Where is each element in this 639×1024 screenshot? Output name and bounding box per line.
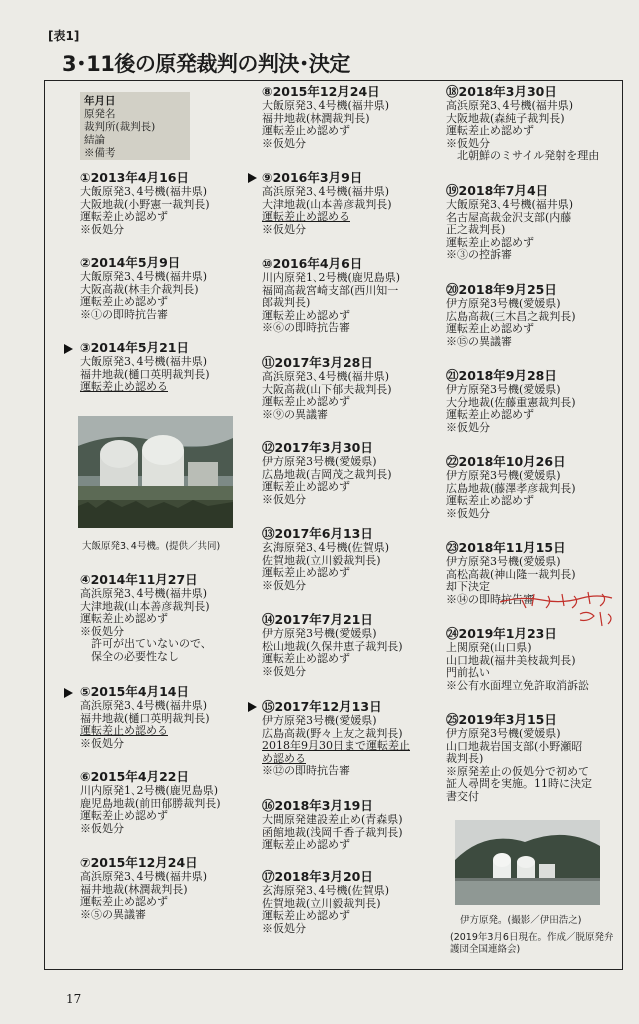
ruling-line: 大分地裁(佐藤重憲裁判長) (446, 395, 576, 409)
ruling-line: ※公有水面埋立免許取消訴訟 (446, 678, 589, 692)
ruling-line: ※③の控訴審 (446, 248, 512, 262)
ruling-line: 伊方原発3号機(愛媛県) (262, 455, 377, 468)
ruling-line: ※仮処分 (80, 222, 124, 236)
ruling-date: ㉕2019年3月15日 (446, 712, 557, 727)
ruling-line: 北朝鮮のミサイル発射を理由 (446, 149, 600, 163)
ruling-line: 松山地裁(久保井恵子裁判長) (262, 639, 403, 653)
ruling-line: 伊方原発3号機(愛媛県) (446, 555, 561, 568)
highlight-arrow-icon (64, 688, 73, 698)
ruling-line: 運転差止め認めず (446, 124, 534, 138)
ruling-line: 運転差止め認めず (262, 308, 350, 322)
ruling-entry (446, 84, 636, 163)
ruling-entry (446, 712, 636, 804)
ruling-line: 大津地裁(山本善彦裁判長) (80, 599, 210, 613)
ruling-line: 広島地裁(藤澤孝彦裁判長) (446, 481, 576, 495)
ruling-line: 正之裁判長) (446, 223, 506, 237)
ruling-date: ⑲2018年7月4日 (446, 183, 549, 198)
ruling-line: ※仮処分 (80, 736, 124, 750)
photo2-caption: 伊方原発。(撮影／伊田浩之) (460, 915, 582, 926)
ruling-line: ※①の即時抗告審 (80, 307, 168, 321)
ruling-date: ⑱2018年3月30日 (446, 84, 557, 99)
ruling-entry (80, 855, 270, 921)
ruling-entry (80, 769, 270, 835)
photo-ohi-plant (78, 416, 233, 528)
legend-box (80, 92, 190, 160)
ruling-entry (262, 84, 452, 150)
highlight-arrow-icon (248, 173, 257, 183)
ruling-line: 高浜原発3､4号機(福井県) (80, 870, 208, 883)
ruling-entry (446, 282, 636, 348)
ruling-line: 大飯原発3､4号機(福井県) (80, 270, 208, 283)
ruling-line: 裁判長) (446, 752, 484, 766)
ruling-entry (262, 869, 452, 935)
legend-item: 原発名 (84, 108, 116, 120)
ruling-line: 大津地裁(山本善彦裁判長) (262, 197, 392, 211)
photo-ikata-plant (455, 820, 600, 905)
nuclear-plant-image (455, 820, 600, 905)
ruling-line: 運転差止め認めず (262, 838, 350, 852)
ruling-line: 運転差止め認めず (262, 652, 350, 666)
ruling-date: ⑩2016年4月6日 (262, 256, 363, 271)
ruling-entry (262, 440, 452, 506)
ruling-line: 伊方原発3号機(愛媛県) (262, 714, 377, 727)
ruling-line: 却下決定 (446, 580, 490, 594)
highlight-arrow-icon (248, 702, 257, 712)
ruling-line: 山口地裁岩国支部(小野瀬昭 (446, 739, 583, 753)
ruling-line: 運転差止め認めず (262, 480, 350, 494)
ruling-date: ⑬2017年6月13日 (262, 526, 373, 541)
ruling-line: 大飯原発3､4号機(福井県) (80, 185, 208, 198)
ruling-line: 大飯原発3､4号機(福井県) (262, 99, 390, 112)
ruling-line: 運転差止め認めず (80, 809, 168, 823)
ruling-line: ※原発差止の仮処分で初めて (446, 764, 589, 778)
ruling-date: ⑦2015年12月24日 (80, 855, 198, 870)
ruling-line: 運転差止め認めず (80, 210, 168, 224)
ruling-date: ⑧2015年12月24日 (262, 84, 380, 99)
ruling-line: 福岡高裁宮崎支部(西川知一 (262, 283, 399, 297)
ruling-line: 運転差止め認めず (446, 322, 534, 336)
ruling-line: 大間原発建設差止め(青森県) (262, 813, 403, 826)
ruling-line: 高松高裁(神山隆一裁判長) (446, 567, 576, 581)
ruling-line: 川内原発1､2号機(鹿児島県) (262, 271, 401, 284)
ruling-line: 伊方原発3号機(愛媛県) (262, 627, 377, 640)
ruling-entry (80, 255, 270, 321)
ruling-date: ⑰2018年3月20日 (262, 869, 373, 884)
ruling-line: 許可が出ていないので、 (80, 637, 212, 651)
ruling-line: ※⑫の即時抗告審 (262, 764, 350, 778)
ruling-line: 広島地裁(吉岡茂之裁判長) (262, 467, 392, 481)
ruling-line: 保全の必要性なし (80, 649, 179, 663)
ruling-line: 大飯原発3､4号機(福井県) (80, 355, 208, 368)
ruling-entry (262, 170, 452, 236)
ruling-line: 玄海原発3､4号機(佐賀県) (262, 541, 390, 554)
source-note: (2019年3月6日現在。作成／脱原発弁護団全国連絡会) (450, 932, 614, 955)
ruling-date: ⑮2017年12月13日 (262, 699, 382, 714)
ruling-line: 運転差止め認めず (262, 566, 350, 580)
ruling-line: 運転差止め認めず (262, 124, 350, 138)
ruling-line: 広島高裁(三木昌之裁判長) (446, 309, 576, 323)
ruling-entry (262, 256, 452, 335)
ruling-date: ㉓2018年11月15日 (446, 540, 566, 555)
ruling-date: ㉑2018年9月28日 (446, 368, 557, 383)
ruling-line: 佐賀地裁(立川毅裁判長) (262, 553, 381, 567)
legend-item: ※備考 (84, 147, 116, 159)
ruling-date: ⑳2018年9月25日 (446, 282, 557, 297)
ruling-line: 川内原発1､2号機(鹿児島県) (80, 784, 219, 797)
ruling-date: ㉔2019年1月23日 (446, 626, 557, 641)
nuclear-plant-image (78, 416, 233, 528)
ruling-date: ⑥2015年4月22日 (80, 769, 189, 784)
ruling-line: 運転差止め認めず (80, 895, 168, 909)
ruling-entry (80, 170, 270, 236)
ruling-line: 名古屋高裁金沢支部(内藤 (446, 210, 572, 224)
ruling-entry (446, 183, 636, 262)
ruling-line: 証人尋問を実施。11時に決定 (446, 777, 592, 791)
ruling-line: ※仮処分 (446, 420, 490, 434)
ruling-line: 運転差止め認める (262, 210, 350, 224)
ruling-line: 門前払い (446, 666, 490, 680)
ruling-line: 高浜原発3､4号機(福井県) (446, 99, 574, 112)
ruling-line: 上関原発(山口県) (446, 641, 532, 654)
ruling-date: ⑭2017年7月21日 (262, 612, 373, 627)
ruling-line: 伊方原発3号機(愛媛県) (446, 383, 561, 396)
ruling-line: ※仮処分 (262, 664, 306, 678)
legend-item: 裁判所(裁判長) (84, 121, 156, 133)
ruling-line: ※仮処分 (446, 136, 490, 150)
ruling-line: 福井地裁(樋口英明裁判長) (80, 711, 210, 725)
ruling-line: 福井地裁(樋口英明裁判長) (80, 367, 210, 381)
ruling-line: 佐賀地裁(立川毅裁判長) (262, 896, 381, 910)
ruling-line: 運転差止め認めず (80, 612, 168, 626)
ruling-line: 伊方原発3号機(愛媛県) (446, 727, 561, 740)
ruling-date: ②2014年5月9日 (80, 255, 181, 270)
ruling-date: ⑪2017年3月28日 (262, 355, 373, 370)
legend-item: 年月日 (84, 95, 116, 107)
ruling-line: 運転差止め認める (80, 380, 168, 394)
ruling-entry (446, 626, 636, 692)
ruling-entry (80, 340, 270, 394)
ruling-line: ※仮処分 (262, 492, 306, 506)
legend-item: 結論 (84, 134, 105, 146)
ruling-line: 2018年9月30日まで運転差止 (262, 739, 410, 753)
ruling-line: 高浜原発3､4号機(福井県) (80, 587, 208, 600)
ruling-date: ③2014年5月21日 (80, 340, 189, 355)
ruling-line: 山口地裁(福井美枝裁判長) (446, 653, 576, 667)
ruling-line: 玄海原発3､4号機(佐賀県) (262, 884, 390, 897)
ruling-line: ※仮処分 (262, 222, 306, 236)
ruling-date: ⑨2016年3月9日 (262, 170, 363, 185)
ruling-entry (80, 684, 270, 750)
ruling-line: 福井地裁(林潤裁判長) (262, 111, 370, 125)
ruling-date: ⑤2015年4月14日 (80, 684, 189, 699)
ruling-entry (80, 572, 270, 664)
ruling-line: ※仮処分 (262, 921, 306, 935)
ruling-line: 高浜原発3､4号機(福井県) (262, 370, 390, 383)
ruling-line: ※⑨の異議審 (262, 407, 328, 421)
photo1-caption: 大飯原発3､4号機。(提供／共同) (82, 541, 221, 552)
ruling-line: 運転差止め認めず (262, 395, 350, 409)
ruling-line: 大阪高裁(林圭介裁判長) (80, 282, 199, 296)
ruling-line: 大阪地裁(森純子裁判長) (446, 111, 565, 125)
ruling-entry (446, 368, 636, 434)
ruling-line: ※仮処分 (80, 821, 124, 835)
ruling-entry (262, 798, 452, 852)
ruling-line: 郎裁判長) (262, 296, 311, 310)
ruling-line: 大阪地裁(小野憲一裁判長) (80, 197, 210, 211)
ruling-line: 書交付 (446, 789, 479, 803)
ruling-date: ①2013年4月16日 (80, 170, 189, 185)
ruling-line: 函館地裁(浅岡千香子裁判長) (262, 825, 403, 839)
page-number: 17 (66, 992, 82, 1006)
ruling-line: ※⑭の即時抗告審 (446, 592, 534, 606)
ruling-entry (262, 526, 452, 592)
ruling-line: ※仮処分 (80, 624, 124, 638)
highlight-arrow-icon (64, 344, 73, 354)
ruling-line: ※⑥の即時抗告審 (262, 321, 350, 335)
ruling-line: 広島高裁(野々上友之裁判長) (262, 726, 403, 740)
ruling-line: ※⑤の異議審 (80, 907, 146, 921)
ruling-line: 大飯原発3､4号機(福井県) (446, 198, 574, 211)
ruling-line: 伊方原発3号機(愛媛県) (446, 469, 561, 482)
ruling-line: 大阪高裁(山下郁夫裁判長) (262, 382, 392, 396)
ruling-date: ⑫2017年3月30日 (262, 440, 373, 455)
ruling-line: 運転差止め認めず (446, 235, 534, 249)
ruling-entry (262, 355, 452, 421)
ruling-line: 高浜原発3､4号機(福井県) (80, 699, 208, 712)
ruling-line: 運転差止め認める (80, 724, 168, 738)
ruling-line: 運転差止め認めず (446, 494, 534, 508)
ruling-line: 伊方原発3号機(愛媛県) (446, 297, 561, 310)
ruling-line: 運転差止め認めず (446, 408, 534, 422)
ruling-line: ※仮処分 (262, 136, 306, 150)
ruling-line: 鹿児島地裁(前田郁勝裁判長) (80, 796, 221, 810)
ruling-line: 高浜原発3､4号機(福井県) (262, 185, 390, 198)
ruling-line: 福井地裁(林潤裁判長) (80, 882, 188, 896)
ruling-line: め認める (262, 751, 306, 765)
table-tag: [表1] (48, 29, 80, 43)
ruling-line: ※仮処分 (262, 578, 306, 592)
ruling-date: ⑯2018年3月19日 (262, 798, 373, 813)
page-title: 3･11後の原発裁判の判決･決定 (62, 52, 350, 76)
ruling-date: ㉒2018年10月26日 (446, 454, 566, 469)
ruling-entry (262, 612, 452, 678)
ruling-date: ④2014年11月27日 (80, 572, 198, 587)
ruling-line: ※⑮の異議審 (446, 334, 512, 348)
ruling-line: ※仮処分 (446, 506, 490, 520)
ruling-line: 運転差止め認めず (80, 295, 168, 309)
ruling-line: 運転差止め認めず (262, 909, 350, 923)
ruling-entry (446, 454, 636, 520)
ruling-entry (262, 699, 452, 778)
